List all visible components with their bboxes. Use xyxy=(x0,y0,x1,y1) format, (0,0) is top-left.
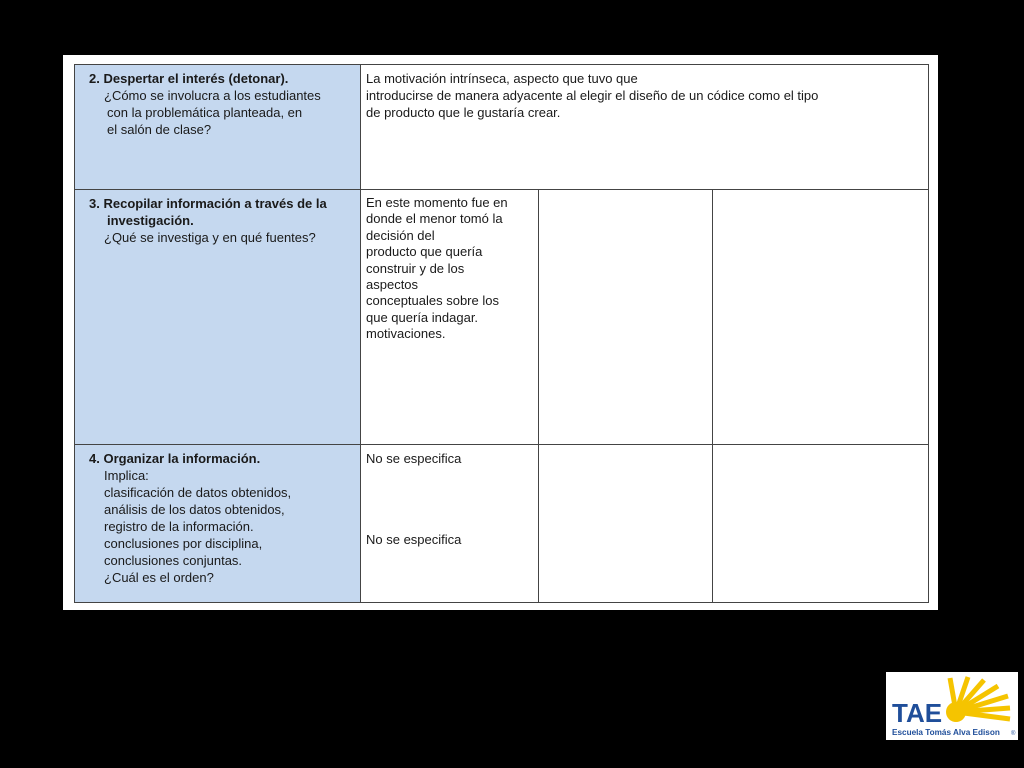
row-heading: 2. Despertar el interés (detonar). xyxy=(89,71,289,86)
logo-subtitle: Escuela Tomás Alva Edison xyxy=(892,728,1000,737)
table-row xyxy=(75,65,929,190)
table-row xyxy=(75,445,929,603)
row-label-cell xyxy=(75,445,361,603)
registered-mark: ® xyxy=(1011,731,1016,737)
empty-cell xyxy=(539,190,713,445)
row-subtext: el salón de clase? xyxy=(107,122,212,137)
content-line: motivaciones. xyxy=(366,326,446,342)
sunburst-logo-graphic xyxy=(886,672,1018,740)
content-line: No se especifica xyxy=(366,532,462,547)
row-subtext: análisis de los datos obtenidos, xyxy=(104,502,285,517)
logo-name: TAE xyxy=(892,698,943,728)
row-subtext: con la problemática planteada, en xyxy=(107,105,303,120)
content-line: construir y de los xyxy=(366,260,465,276)
document-sheet xyxy=(63,55,938,610)
content-line: conceptuales sobre los xyxy=(366,293,499,309)
row-subtext: conclusiones conjuntas. xyxy=(104,553,243,568)
row-subtext: conclusiones por disciplina, xyxy=(104,536,263,551)
content-line: que quería indagar. xyxy=(366,309,479,325)
row-subtext: ¿Cómo se involucra a los estudiantes xyxy=(104,88,321,103)
content-line: En este momento fue en xyxy=(366,195,508,210)
empty-cell xyxy=(713,445,929,603)
row-label-cell xyxy=(75,190,361,445)
row-heading: 3. Recopilar información a través de la xyxy=(89,196,327,211)
table-row xyxy=(75,190,929,445)
row-heading: investigación. xyxy=(107,213,194,228)
content-line: producto que quería xyxy=(366,244,483,260)
content-line: de producto que le gustaría crear. xyxy=(366,105,561,120)
project-table xyxy=(74,64,929,603)
content-line: donde el menor tomó la xyxy=(366,211,503,227)
content-line: introducirse de manera adyacente al elegir el diseño de un códice como el tipo xyxy=(366,88,819,103)
row-label-cell xyxy=(75,65,361,190)
content-line: decisión del xyxy=(366,227,435,243)
empty-cell xyxy=(539,445,713,603)
row-subtext: ¿Qué se investiga y en qué fuentes? xyxy=(104,230,316,245)
content-line: No se especifica xyxy=(366,451,462,466)
row-subtext: registro de la información. xyxy=(104,519,254,534)
content-line: La motivación intrínseca, aspecto que tuvo que xyxy=(366,71,638,86)
row-subtext: Implica: xyxy=(104,468,149,483)
row-subtext: clasificación de datos obtenidos, xyxy=(104,485,292,500)
content-line: aspectos xyxy=(366,277,419,293)
school-logo xyxy=(886,672,1018,740)
row-content-cell xyxy=(361,190,539,445)
row-content-cell xyxy=(361,445,539,603)
row-heading: 4. Organizar la información. xyxy=(89,451,261,466)
row-content-cell xyxy=(361,65,929,190)
empty-cell xyxy=(713,190,929,445)
row-subtext: ¿Cuál es el orden? xyxy=(104,570,214,585)
